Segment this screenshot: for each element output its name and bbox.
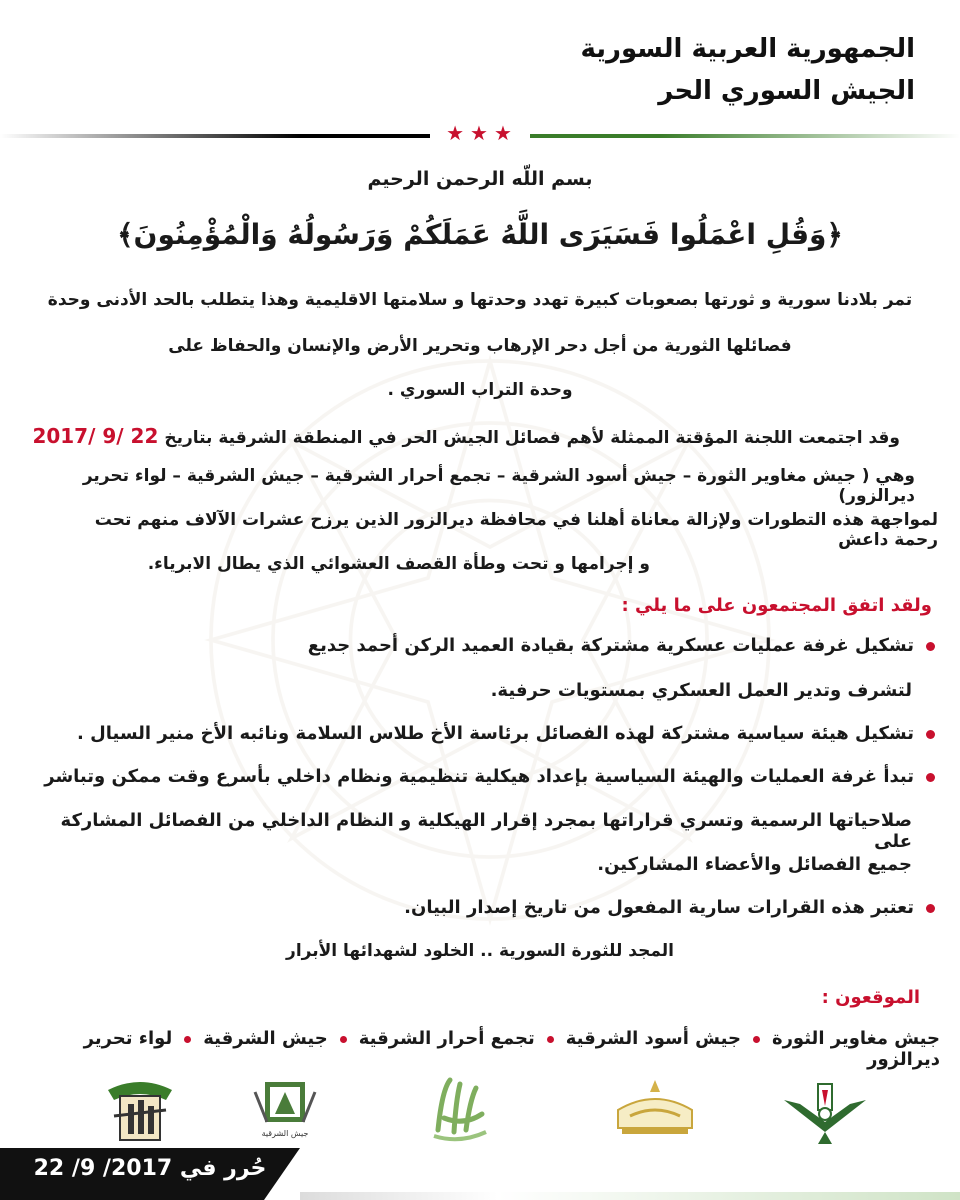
decision-item-continuation: لتشرف وتدير العمل العسكري بمستويات حرفية. [490, 680, 912, 701]
jaish-sharqiya-logo-icon [245, 1070, 325, 1150]
usud-sharqiya-logo-icon [600, 1070, 710, 1150]
purpose-line-1: لمواجهة هذه التطورات ولإزالة معاناة أهلنا في محافظة ديرالزور الذين يرزح عشرات الآلاف منهم تحت رحمة داعش [94, 510, 938, 550]
logo-caption: جيش الشرقية [261, 1129, 309, 1138]
purpose-line-2: و إجرامها و تحت وطأة القصف العشوائي الذي يطال الابرياء. [147, 554, 650, 574]
separator-dot-icon [547, 1036, 554, 1043]
bullet-icon [926, 904, 935, 913]
signer-name: لواء تحرير ديرالزور [83, 1028, 940, 1070]
decision-item [30, 766, 935, 787]
meeting-paragraph [10, 424, 900, 448]
signer-name: تجمع أحرار الشرقية [358, 1028, 535, 1049]
meeting-date: 2017/ 9/ 22 [32, 424, 159, 448]
decision-item [30, 723, 935, 744]
divider-bar-green [530, 134, 960, 138]
header [580, 28, 915, 112]
signer-name: جيش مغاوير الثورة [771, 1028, 940, 1049]
intro-line-3: وحدة التراب السوري . [387, 380, 573, 400]
ahrar-sharqiya-logo-icon [420, 1070, 500, 1150]
signer-name: جيش الشرقية [203, 1028, 328, 1049]
bullet-icon [926, 773, 935, 782]
decision-text: تشكيل غرفة عمليات عسكرية مشتركة بقيادة العميد الركن أحمد جديع [307, 635, 914, 656]
closing-slogan: المجد للثورة السورية .. الخلود لشهدائها الأبرار [286, 941, 674, 961]
decision-item [30, 897, 935, 918]
signers-heading: الموقعون : [821, 987, 920, 1008]
divider-bar-black [0, 134, 430, 138]
basmala: بسم اللّه الرحمن الرحيم [367, 168, 593, 190]
factions-line: وهي ( جيش مغاوير الثورة – جيش أسود الشرقية – تجمع أحرار الشرقية – جيش الشرقية – لواء تحرير ديرالزور) [82, 466, 915, 506]
footer-strip [300, 1192, 960, 1200]
decision-item [30, 635, 935, 656]
signer-name: جيش أسود الشرقية [565, 1028, 741, 1049]
quran-verse: ﴿وَقُلِ اعْمَلُوا فَسَيَرَى اللَّهُ عَمَلَكُمْ وَرَسُولُهُ وَالْمُؤْمِنُونَ﴾ [117, 218, 843, 251]
decision-text: تبدأ غرفة العمليات والهيئة السياسية بإعداد هيكلية تنظيمية ونظام داخلي بأسرع وقت ممكن وتباشر [44, 766, 914, 787]
decision-item-continuation: جميع الفصائل والأعضاء المشاركين. [597, 854, 912, 875]
header-country: الجمهورية العربية السورية [580, 34, 915, 64]
header-army: الجيش السوري الحر [658, 76, 915, 106]
faction-logos [80, 1070, 880, 1150]
meeting-text: وقد اجتمعت اللجنة المؤقتة الممثلة لأهم فصائل الجيش الحر في المنطقة الشرقية بتاريخ [164, 428, 900, 448]
separator-dot-icon [184, 1036, 191, 1043]
signers-list [20, 1028, 940, 1070]
red-stars-icon: ★★★ [446, 121, 518, 145]
separator-dot-icon [753, 1036, 760, 1043]
separator-dot-icon [340, 1036, 347, 1043]
header-divider [0, 121, 960, 145]
bullet-icon [926, 642, 935, 651]
decision-text: تعتبر هذه القرارات سارية المفعول من تاريخ إصدار البيان. [404, 897, 914, 918]
intro-line-1: تمر بلادنا سورية و ثورتها بصعوبات كبيرة تهدد وحدتها و سلامتها الاقليمية وهذا يتطلب بالحد الأدنى وحدة [47, 290, 913, 310]
bullet-icon [926, 730, 935, 739]
issued-date: حُرر في 2017/ 9/ 22 [33, 1156, 267, 1181]
maghawir-thawra-logo-icon [780, 1070, 870, 1150]
decision-item-continuation: صلاحياتها الرسمية وتسري قراراتها بمجرد إقرار الهيكلية و النظام الداخلي من الفصائل المشاركة على [60, 810, 912, 852]
decision-text: تشكيل هيئة سياسية مشتركة لهذه الفصائل برئاسة الأخ طلاس السلامة ونائبه الأخ منير السيال . [77, 723, 914, 744]
liwa-tahrir-logo-icon [100, 1070, 180, 1150]
intro-line-2: فصائلها الثورية من أجل دحر الإرهاب وتحرير الأرض والإنسان والحفاظ على [168, 336, 792, 356]
agreement-heading: ولقد اتفق المجتمعون على ما يلي : [621, 595, 932, 616]
